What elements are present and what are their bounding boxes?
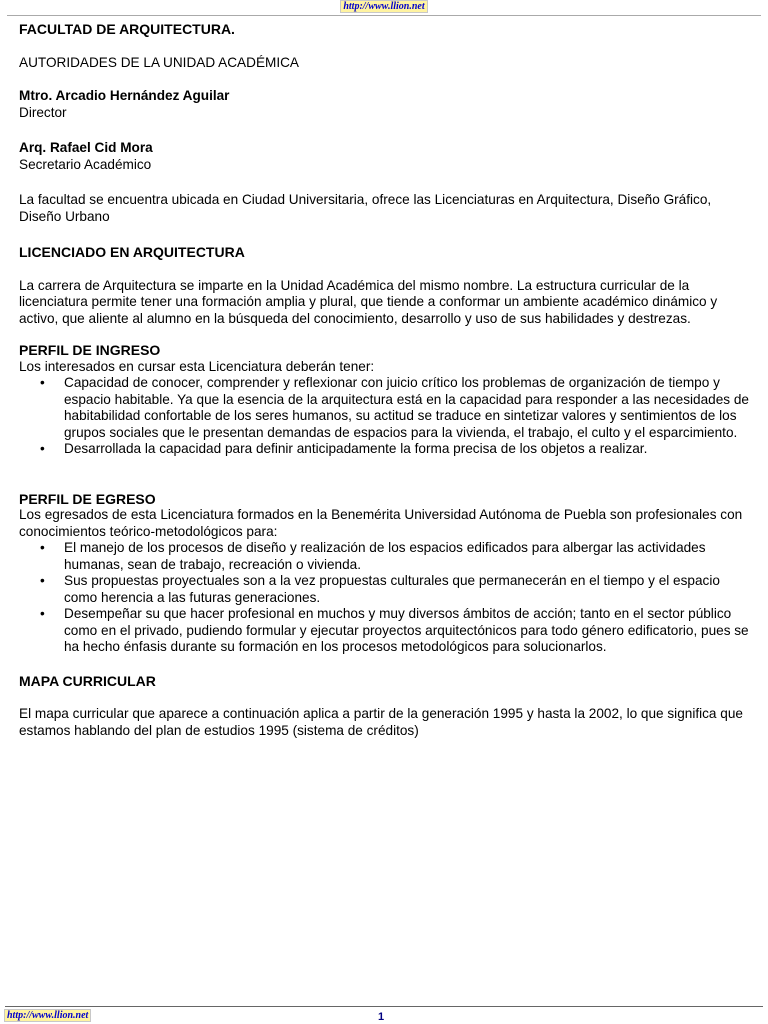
footer-url-link[interactable]: http://www.llion.net: [4, 1009, 91, 1022]
perfil-egreso-heading: PERFIL DE EGRESO: [19, 490, 156, 507]
director-name: Mtro. Arcadio Hernández Aguilar: [19, 88, 230, 103]
secretary-role: Secretario Académico: [19, 156, 152, 172]
mapa-heading: MAPA CURRICULAR: [19, 672, 156, 689]
faculty-title: FACULTAD DE ARQUITECTURA.: [19, 21, 235, 37]
licenciado-text: La carrera de Arquitectura se imparte en la Unidad Académica del mismo nombre. La estructura curricular de la licenciatura permite tener una formación amplia y plural, que tiende a conformar un ambiente académico dinámico y activo, que aliente al alumno en la búsqueda del conocimiento, desarrollo y uso de sus habilidades y destrezas.: [19, 277, 718, 326]
list-item: • Capacidad de conocer, comprender y reflexionar con juicio crítico los problemas de organización de tiempo y espacio habitable. Ya que la esencia de la arquitectura está en la capacidad para responder a las necesidades de habitabilidad confortable de los seres humanos, su actitud se traduce en sintetizar valores y sentimientos de los grupos sociales que le presentan demandas de espacios para la vivienda, el trabajo, el culto y el esparcimiento.: [64, 375, 754, 441]
header-divider: [7, 15, 761, 16]
list-item: • El manejo de los procesos de diseño y realización de los espacios edificados para albergar las actividades humanas, sean de trabajo, recreación o vivienda.: [64, 540, 754, 573]
footer-divider: [5, 1006, 763, 1007]
page-number: 1: [378, 1011, 385, 1023]
mapa-text: El mapa curricular que aparece a continuación aplica a partir de la generación 1995 y hasta la 2002, lo que significa que estamos hablando del plan de estudios 1995 (sistema de créditos): [19, 706, 743, 738]
authorities-heading: AUTORIDADES DE LA UNIDAD ACADÉMICA: [19, 54, 299, 70]
director-role: Director: [19, 104, 67, 120]
perfil-ingreso-list: [19, 375, 754, 458]
licenciado-heading: LICENCIADO EN ARQUITECTURA: [19, 244, 245, 260]
list-item: • Desarrollada la capacidad para definir anticipadamente la forma precisa de los objetos a realizar.: [64, 441, 754, 458]
header-url-text[interactable]: http://www.llion.net: [340, 0, 427, 13]
perfil-ingreso-heading: PERFIL DE INGRESO: [19, 342, 161, 358]
perfil-egreso-intro: Los egresados de esta Licenciatura formados en la Benemérita Universidad Autónoma de Puebla son profesionales con conocimientos teórico-metodológicos para:: [19, 507, 743, 539]
header-url-link[interactable]: [0, 1, 768, 12]
list-item: • Sus propuestas proyectuales son a la vez propuestas culturales que permanecerán en el tiempo y el espacio como herencia a las futuras generaciones.: [64, 573, 754, 606]
perfil-egreso-list: [19, 540, 754, 656]
faculty-intro: La facultad se encuentra ubicada en Ciudad Universitaria, ofrece las Licenciaturas en Arquitectura, Diseño Gráfico, Diseño Urbano: [19, 192, 712, 224]
perfil-ingreso-intro: Los interesados en cursar esta Licenciatura deberán tener:: [19, 358, 375, 374]
secretary-name: Arq. Rafael Cid Mora: [19, 140, 153, 155]
document-body: [19, 21, 754, 739]
list-item: • Desempeñar su que hacer profesional en muchos y muy diversos ámbitos de acción; tanto en el sector público como en el privado, pudiendo formular y ejecutar proyectos arquitectónicos para todo género edificatorio, pues se ha hecho énfasis durante su formación en los procesos metodológicos para solucionarlos.: [64, 606, 754, 656]
